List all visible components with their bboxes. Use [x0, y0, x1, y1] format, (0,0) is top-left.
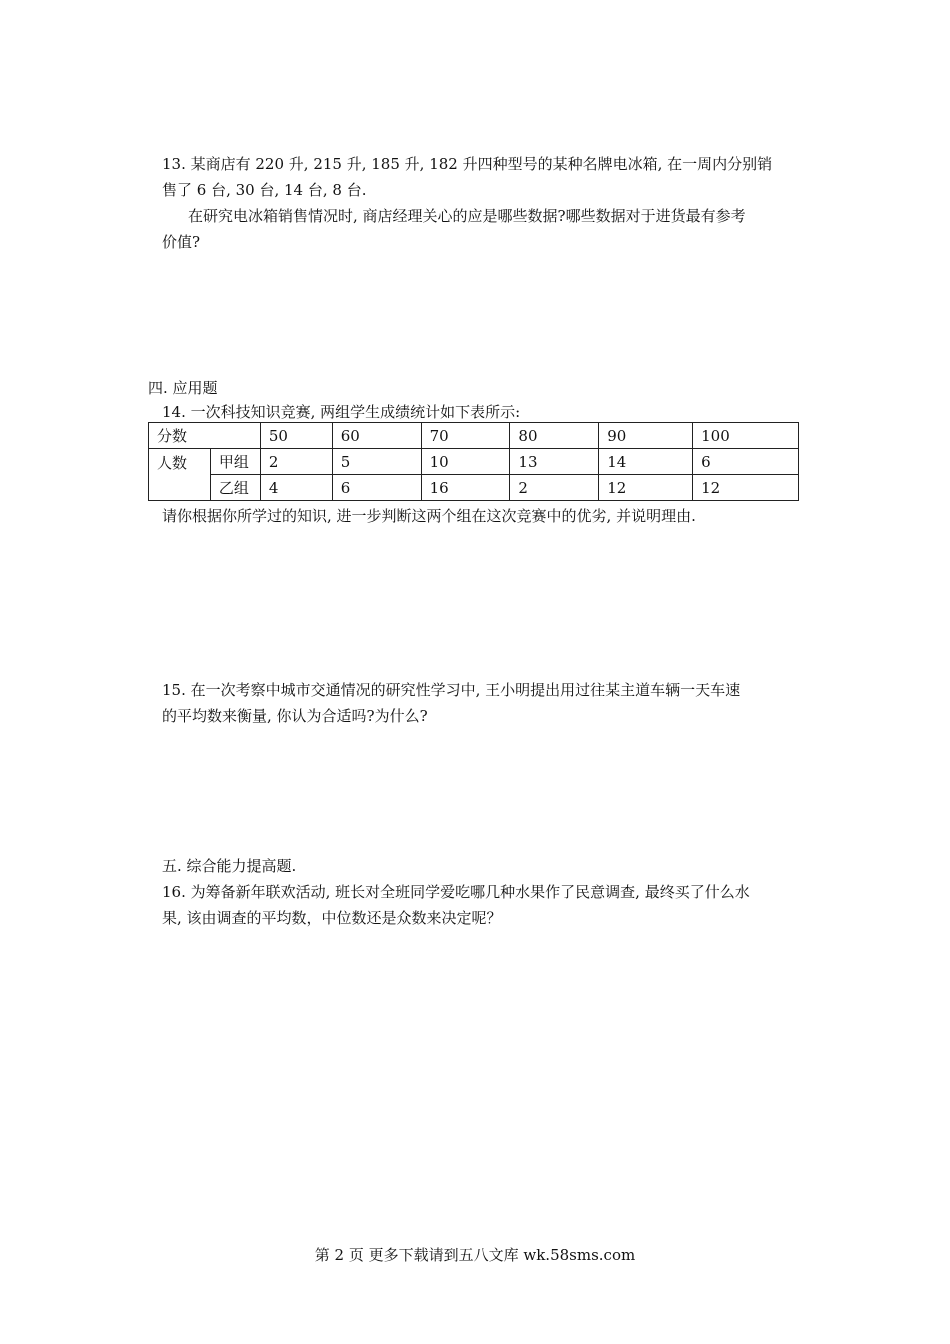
- group-b-label: 乙组: [210, 475, 260, 501]
- group-b-cell: 16: [421, 475, 510, 501]
- score-cell: 90: [599, 423, 693, 449]
- score-cell: 80: [510, 423, 599, 449]
- q16-line-1: 16. 为筹备新年联欢活动, 班长对全班同学爱吃哪几种水果作了民意调查, 最终买了什么水: [162, 883, 750, 901]
- group-b-cell: 6: [332, 475, 421, 501]
- q13-line-1: 13. 某商店有 220 升, 215 升, 185 升, 182 升四种型号的某种名牌电冰箱, 在一周内分别销: [162, 155, 773, 173]
- table-row-group-b: [149, 475, 799, 501]
- group-b-cell: 2: [510, 475, 599, 501]
- group-a-cell: 6: [693, 449, 799, 475]
- score-cell: 100: [693, 423, 799, 449]
- score-cell: 50: [260, 423, 332, 449]
- section-4-title: 四. 应用题: [148, 379, 218, 397]
- group-a-cell: 10: [421, 449, 510, 475]
- group-b-cell: 12: [599, 475, 693, 501]
- group-a-cell: 2: [260, 449, 332, 475]
- q13-line-2: 售了 6 台, 30 台, 14 台, 8 台.: [162, 181, 367, 199]
- section-5-title: 五. 综合能力提高题.: [162, 857, 297, 875]
- people-header-cell: 人数: [149, 449, 211, 501]
- group-b-cell: 12: [693, 475, 799, 501]
- q14-intro: 14. 一次科技知识竞赛, 两组学生成绩统计如下表所示:: [162, 403, 521, 421]
- q15-line-2: 的平均数来衡量, 你认为合适吗?为什么?: [162, 707, 428, 725]
- group-b-cell: 4: [260, 475, 332, 501]
- q13-line-3: 在研究电冰箱销售情况时, 商店经理关心的应是哪些数据?哪些数据对于进货最有参考: [188, 207, 746, 225]
- table-row-scores: [149, 423, 799, 449]
- q14-question: 请你根据你所学过的知识, 进一步判断这两个组在这次竞赛中的优劣, 并说明理由.: [162, 507, 696, 525]
- table-row-group-a: [149, 449, 799, 475]
- score-header-cell: 分数: [149, 423, 261, 449]
- score-table: [148, 422, 799, 501]
- group-a-cell: 5: [332, 449, 421, 475]
- q15-line-1: 15. 在一次考察中城市交通情况的研究性学习中, 王小明提出用过往某主道车辆一天车速: [162, 681, 741, 699]
- group-a-cell: 14: [599, 449, 693, 475]
- score-cell: 70: [421, 423, 510, 449]
- page-footer: 第 2 页 更多下载请到五八文库 wk.58sms.com: [314, 1246, 636, 1264]
- score-cell: 60: [332, 423, 421, 449]
- q13-line-4: 价值?: [162, 233, 201, 251]
- group-a-label: 甲组: [210, 449, 260, 475]
- q16-line-2: 果, 该由调查的平均数，中位数还是众数来决定呢？: [162, 909, 502, 927]
- group-a-cell: 13: [510, 449, 599, 475]
